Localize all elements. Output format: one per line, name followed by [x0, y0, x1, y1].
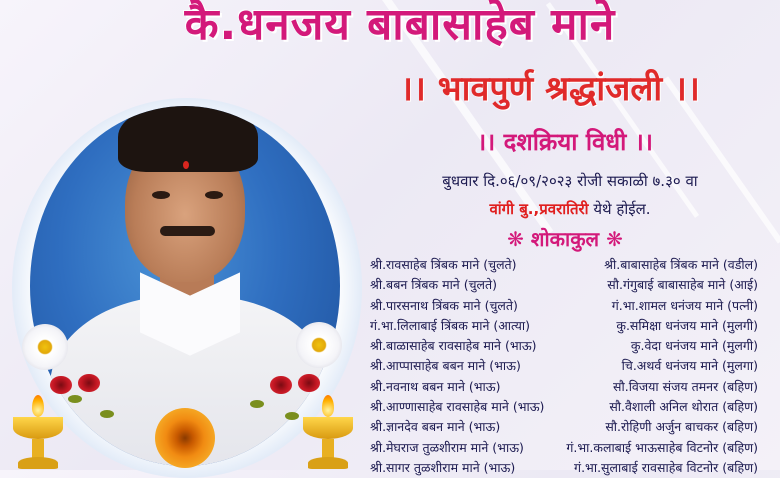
list-item: कु.समिक्षा धनंजय माने (मुलगी) — [616, 317, 758, 333]
rose-icon — [50, 376, 72, 394]
list-item: श्री.ज्ञानदेव बबन माने (भाऊ) — [370, 419, 501, 435]
place-suffix: येथे होईल. — [588, 200, 651, 218]
place-name: वांगी बु.,प्रवरातिरी — [489, 200, 589, 218]
list-item: श्री.मेघराज तुळशीराम माने (भाऊ) — [370, 439, 524, 455]
list-item: श्री.आप्पासाहेब बबन माने (भाऊ) — [370, 358, 521, 374]
list-item: गं.भा.लिलाबाई त्रिंबक माने (आत्या) — [370, 317, 531, 333]
list-item: श्री.बाबासाहेब त्रिंबक माने (वडील) — [604, 257, 758, 272]
list-item: श्री.आण्णासाहेब रावसाहेब माने (भाऊ) — [370, 399, 545, 415]
rose-icon — [78, 374, 100, 392]
daisy-icon — [296, 322, 342, 368]
page-title: कै.धनजय बाबासाहेब माने — [184, 0, 616, 50]
list-item: चि.अथर्व धनंजय माने (मुलगा) — [621, 358, 758, 374]
oil-lamp-icon — [8, 395, 68, 470]
mourners-heading: ❋ शोकाकुल ❋ — [507, 227, 623, 251]
place-line — [360, 199, 780, 219]
list-item: सौ.वैशाली अनिल थोरात (बहिण) — [609, 399, 758, 415]
marigold-icon — [155, 408, 215, 468]
leaf-icon — [285, 412, 299, 420]
mourners-list-left — [370, 255, 580, 478]
rose-icon — [270, 376, 292, 394]
list-item: सौ.गंगुबाई बाबासाहेब माने (आई) — [607, 277, 758, 293]
list-item: श्री.रावसाहेब त्रिंबक माने (चुलते) — [370, 257, 517, 272]
list-item: गं.भा.कलाबाई भाऊसाहेब विटनोर (बहिण) — [566, 439, 758, 455]
list-item: सौ.रोहिणी अर्जुन बाचकर (बहिण) — [605, 419, 758, 435]
ritual-heading: ।। दशक्रिया विधी ।। — [477, 128, 653, 156]
oil-lamp-icon — [298, 395, 358, 470]
right-eye — [205, 191, 223, 199]
left-eye — [152, 191, 170, 199]
mourners-list-right — [560, 255, 758, 478]
daisy-icon — [22, 324, 68, 370]
leaf-icon — [68, 395, 82, 403]
list-item: श्री.बाळासाहेब रावसाहेब माने (भाऊ) — [370, 338, 537, 354]
rose-icon — [298, 374, 320, 392]
leaf-icon — [250, 400, 264, 408]
list-item: श्री.पारसनाथ त्रिंबक माने (चुलते) — [370, 297, 518, 313]
list-item: श्री.सागर तुळशीराम माने (भाऊ) — [370, 459, 516, 475]
list-item: कु.वेदा धनंजय माने (मुलगी) — [630, 338, 758, 354]
list-item: श्री.बबन त्रिंबक माने (चुलते) — [370, 277, 498, 293]
leaf-icon — [100, 410, 114, 418]
list-item: गं.भा.सुलाबाई रावसाहेब विटनोर (बहिण) — [574, 459, 758, 475]
mustache — [160, 226, 215, 236]
tribute-heading: ।। भावपुर्ण श्रद्धांजली ।। — [400, 69, 700, 109]
date-line: बुधवार दि.०६/०९/२०२३ रोजी सकाळी ७.३० वा — [442, 172, 698, 190]
list-item: श्री.नवनाथ बबन माने (भाऊ) — [370, 378, 501, 394]
list-item: गं.भा.शामल धनंजय माने (पत्नी) — [611, 297, 758, 313]
list-item: सौ.विजया संजय तमनर (बहिण) — [613, 378, 758, 394]
tilak-mark — [183, 161, 189, 169]
